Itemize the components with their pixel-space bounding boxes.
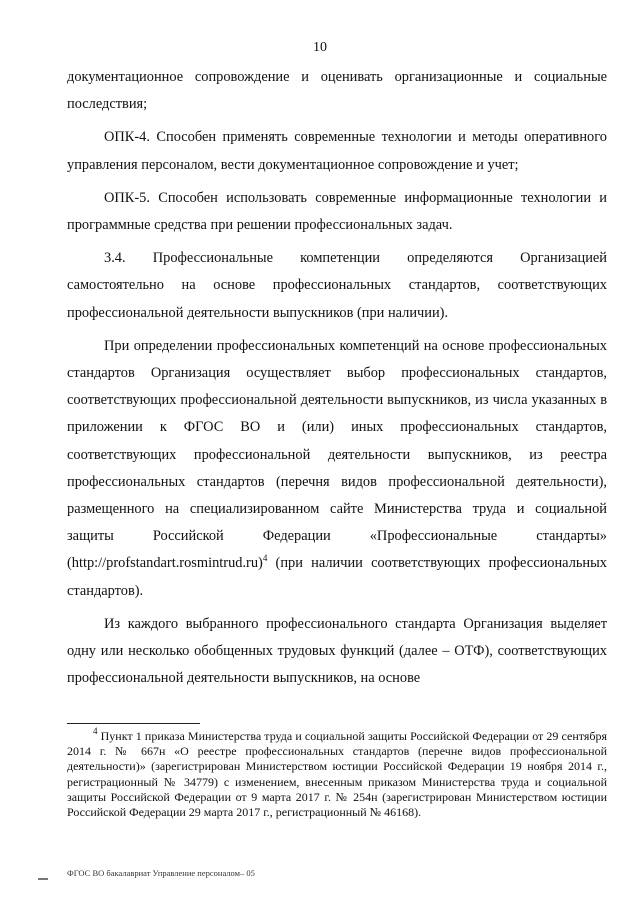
paragraph-opk4: ОПК-4. Способен применять современные технологии и методы оперативного управления персоналом, вести документационное сопровождение и учет; [67, 129, 607, 173]
footnote-text: Пункт 1 приказа Министерства труда и социальной защиты Российской Федерации от 29 сентября 2014 г. № 667н «О реестре профессиональных стандартов (перечне видов профессиональной деятельности)» (зарегистрирован Министерством юстиции Российской Федерации 19 ноября 2014 г., регистрационный № 34779) с изменением, внесенным приказом Министерства труда и социальной защиты Российской Федерации от 9 марта 2017 г. № 254н (зарегистрирован Министерством юстиции Российской Федерации 29 марта 2017 г., регистрационный № 46168). [67, 729, 607, 820]
footnote-marker: 4 [93, 726, 98, 736]
paragraph-section-3-4: 3.4. Профессиональные компетенции определяются Организацией самостоятельно на основе профессиональных стандартов, соответствующих профессиональной деятельности выпускников (при наличии). [67, 250, 607, 321]
footnote-reference: 4 [262, 553, 268, 564]
paragraph-professional-standards [67, 333, 607, 605]
paragraph-opk3-continuation: документационное сопровождение и оценивать организационные и социальные последствия; [67, 69, 607, 113]
paragraph-text-end: (при наличии соответствующих профессиональных стандартов). [67, 555, 607, 599]
scan-mark [38, 878, 48, 880]
footnote-divider [67, 723, 200, 724]
footer-document-code: ФГОС ВО бакалавриат Управление персоналом– 05 [67, 868, 255, 878]
main-text [67, 64, 607, 692]
page-number: 10 [313, 40, 327, 55]
footnote [67, 726, 607, 820]
paragraph-otf: Из каждого выбранного профессионального стандарта Организация выделяет одну или несколько обобщенных трудовых функций (далее – ОТФ), соответствующих профессиональной деятельности выпускников, на основе [67, 615, 607, 687]
paragraph-text: При определении профессиональных компетенций на основе профессиональных стандартов Организация осуществляет выбор профессиональных стандартов, соответствующих профессиональной деятельности выпускников, из числа указанных в приложении к ФГОС ВО и (или) иных профессиональных стандартов, соответствующих профессиональной деятельности выпускников, из реестра профессиональных стандартов (перечня видов профессиональной деятельности), размещенного на специализированном сайте Министерства труда и социальной защиты Российской Федерации «Профессиональные стандарты» (http://profstandart.rosmintrud.ru) [67, 337, 607, 572]
paragraph-opk5: ОПК-5. Способен использовать современные информационные технологии и программные средства при решении профессиональных задач. [67, 189, 607, 234]
